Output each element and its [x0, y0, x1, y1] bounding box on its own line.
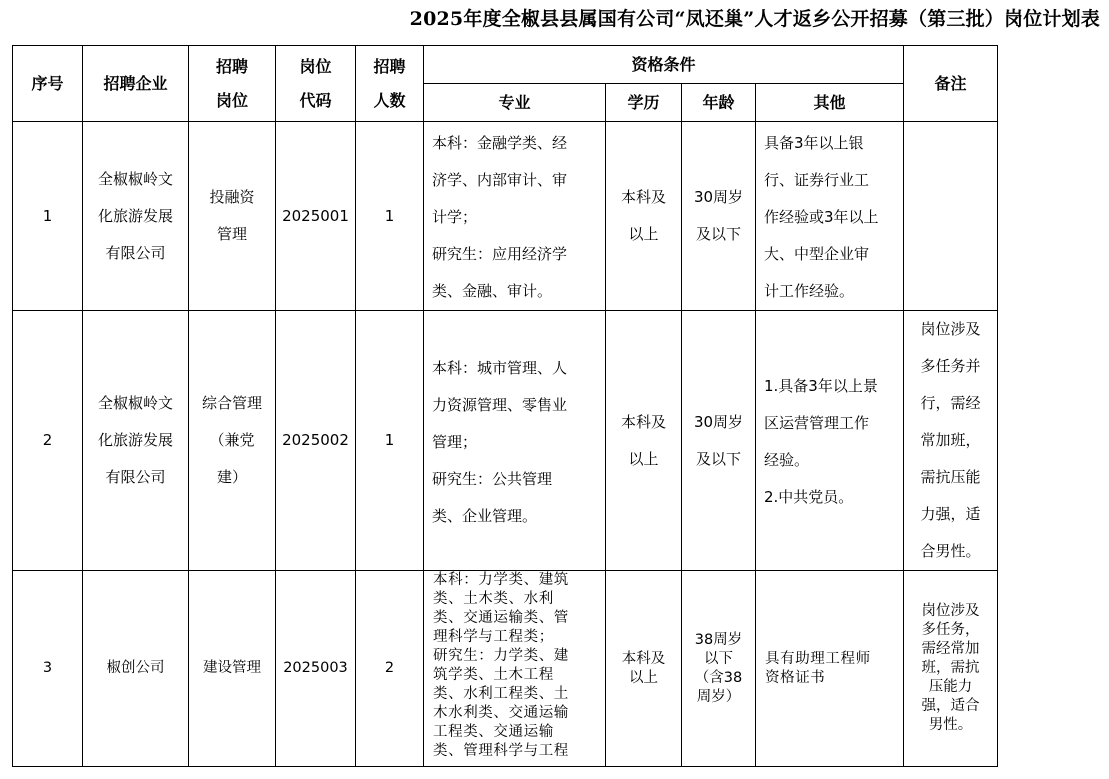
- header-remarks: 备注: [904, 46, 998, 122]
- cell-remarks: [904, 122, 998, 311]
- header-count: 招聘 人数: [356, 46, 424, 122]
- cell-post: 综合管理 （兼党 建）: [189, 311, 276, 571]
- cell-major: 本科：城市管理、人 力资源管理、零售业 管理； 研究生：公共管理 类、企业管理。: [424, 311, 606, 571]
- position-plan-table: [12, 45, 998, 767]
- cell-code: 2025001: [276, 122, 356, 311]
- cell-company: 全椒椒岭文 化旅游发展 有限公司: [83, 311, 189, 571]
- cell-count: 1: [356, 122, 424, 311]
- header-post: 招聘 岗位: [189, 46, 276, 122]
- cell-other: 具有助理工程师 资格证书: [756, 571, 904, 767]
- cell-no: 2: [13, 311, 83, 571]
- header-education: 学历: [606, 84, 682, 122]
- table-row: [13, 311, 998, 571]
- table-row: [13, 122, 998, 311]
- cell-major: 本科：金融学类、经 济学、内部审计、审 计学； 研究生：应用经济学 类、金融、审计。: [424, 122, 606, 311]
- cell-age: 30周岁 及以下: [682, 122, 756, 311]
- header-other: 其他: [756, 84, 904, 122]
- table-row: [13, 571, 998, 767]
- cell-count: 1: [356, 311, 424, 571]
- cell-company: 全椒椒岭文 化旅游发展 有限公司: [83, 122, 189, 311]
- cell-post: 建设管理: [189, 571, 276, 767]
- cell-education: 本科及 以上: [606, 311, 682, 571]
- cell-education: 本科及 以上: [606, 122, 682, 311]
- cell-code: 2025003: [276, 571, 356, 767]
- cell-other: 具备3年以上银 行、证券行业工 作经验或3年以上 大、中型企业审 计工作经验。: [756, 122, 904, 311]
- page-title: 2025年度全椒县县属国有公司“凤还巢”人才返乡公开招募（第三批）岗位计划表: [409, 8, 1100, 30]
- header-age: 年龄: [682, 84, 756, 122]
- header-code: 岗位 代码: [276, 46, 356, 122]
- cell-company: 椒创公司: [83, 571, 189, 767]
- header-no: 序号: [13, 46, 83, 122]
- cell-remarks: 岗位涉及 多任务并 行，需经 常加班， 需抗压能 力强，适 合男性。: [904, 311, 998, 571]
- cell-no: 3: [13, 571, 83, 767]
- cell-count: 2: [356, 571, 424, 767]
- cell-code: 2025002: [276, 311, 356, 571]
- cell-remarks: 岗位涉及 多任务， 需经常加 班，需抗 压能力 强，适合 男性。: [904, 571, 998, 767]
- cell-age: 30周岁 及以下: [682, 311, 756, 571]
- header-qualifications: 资格条件: [424, 46, 904, 84]
- header-major: 专业: [424, 84, 606, 122]
- cell-other: 1.具备3年以上景 区运营管理工作 经验。 2.中共党员。: [756, 311, 904, 571]
- cell-post: 投融资 管理: [189, 122, 276, 311]
- cell-age: 38周岁 以下 （含38 周岁）: [682, 571, 756, 767]
- cell-major: 本科：力学类、建筑 类、土木类、水利 类、交通运输类、管 理科学与工程类； 研究生：力学类、建 筑学类、土木工程 类、水利工程类、土 木水利类、交通运输 工程类、交通运输 类、管理科学与工程: [424, 571, 606, 767]
- header-company: 招聘企业: [83, 46, 189, 122]
- cell-education: 本科及 以上: [606, 571, 682, 767]
- cell-no: 1: [13, 122, 83, 311]
